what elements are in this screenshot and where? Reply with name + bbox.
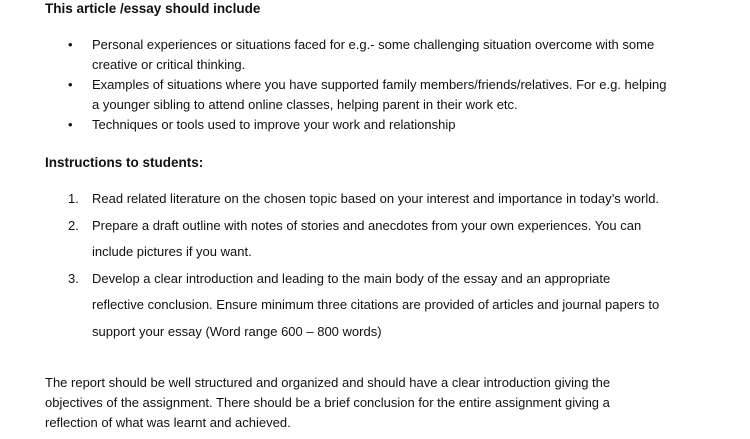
bullet-marker: • <box>68 117 73 132</box>
bullet-item <box>0 35 672 74</box>
item-text: Develop a clear introduction and leading to the main body of the essay and an appropriate reflective conclusion. Ensure minimum three citations are provided of articles and journal papers to support your essay (Word range 600 – 800 words) <box>92 270 660 339</box>
bullet-marker: • <box>68 77 73 92</box>
bullet-text: Personal experiences or situations faced for e.g.- some challenging situation overcome with some creative or critical thinking. <box>92 37 655 72</box>
closing-paragraph: The report should be well structured and organized and should have a clear introduction giving the objectives of the assignment. There should be a brief conclusion for the entire assignment giving a reflection of what was learnt and achieved. <box>45 375 611 430</box>
section-heading-include: This article /essay should include <box>45 1 261 16</box>
item-text: Read related literature on the chosen topic based on your interest and importance in today’s world. <box>92 191 660 206</box>
bullet-list <box>0 35 750 136</box>
numbered-item <box>0 213 664 266</box>
item-number: 3. <box>68 270 79 286</box>
item-text: Prepare a draft outline with notes of stories and anecdotes from your own experiences. You can include pictures if you want. <box>92 217 642 259</box>
bullet-item <box>0 75 672 114</box>
numbered-item <box>0 186 664 213</box>
numbered-item <box>0 266 664 346</box>
numbered-list <box>0 186 750 345</box>
item-number: 2. <box>68 217 79 233</box>
bullet-text: Techniques or tools used to improve your work and relationship <box>92 117 456 132</box>
bullet-marker: • <box>68 37 73 52</box>
item-number: 1. <box>68 191 79 206</box>
bullet-text: Examples of situations where you have supported family members/friends/relatives. For e.g. helping a younger sibling to attend online classes, helping parent in their work etc. <box>92 77 667 112</box>
section-heading-instructions: Instructions to students: <box>45 155 204 170</box>
bullet-item <box>0 115 672 135</box>
